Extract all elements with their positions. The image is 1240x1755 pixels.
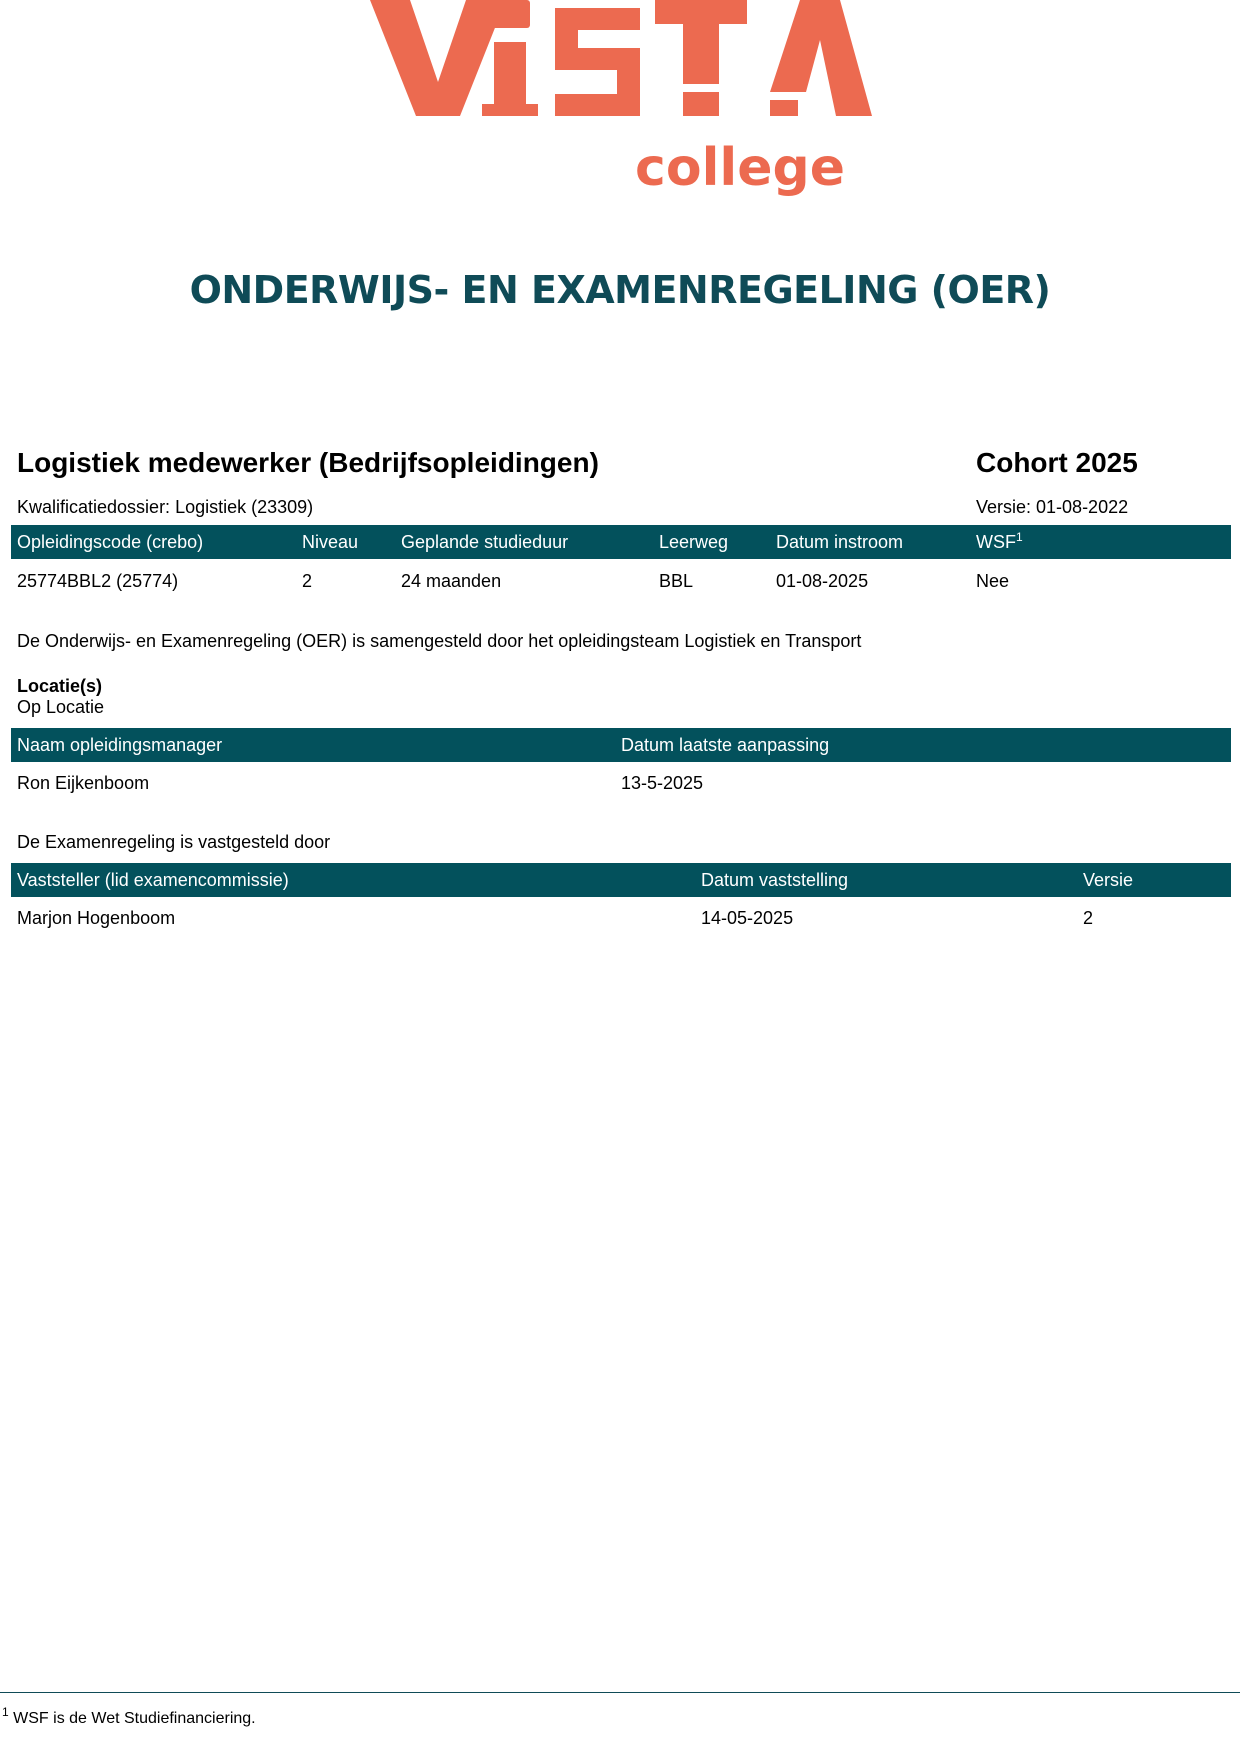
cell-datum-instroom: 01-08-2025	[776, 571, 869, 591]
cell-leerweg: BBL	[659, 571, 694, 591]
footnote-ref: 1	[2, 1705, 9, 1719]
header-niveau: Niveau	[302, 532, 359, 552]
table-row	[11, 571, 1231, 601]
header-leerweg: Leerweg	[659, 532, 729, 552]
document-title: ONDERWIJS- EN EXAMENREGELING (OER)	[189, 268, 1051, 312]
footnote-divider	[0, 1692, 1240, 1693]
cell-laatste-aanpassing: 13-5-2025	[621, 773, 704, 793]
versie-label: Versie: 01-08-2022	[976, 497, 1129, 517]
header-studieduur: Geplande studieduur	[401, 532, 569, 552]
table-row	[11, 908, 1231, 938]
cell-niveau: 2	[302, 571, 313, 591]
header-opleidingscode: Opleidingscode (crebo)	[17, 532, 204, 552]
table3-header	[11, 863, 1231, 897]
vista-college-logo	[0, 0, 1240, 210]
cell-studieduur: 24 maanden	[401, 571, 502, 591]
header-wsf-label: WSF	[976, 532, 1016, 552]
header-datum-instroom: Datum instroom	[776, 532, 904, 552]
locaties-heading: Locatie(s)	[17, 676, 103, 696]
wsf-footnote-ref: 1	[1016, 530, 1023, 544]
cell-vaststeller: Marjon Hogenboom	[17, 908, 176, 928]
locaties-value: Op Locatie	[17, 697, 105, 717]
table1-header	[11, 525, 1231, 559]
vista-logo-graphic	[0, 0, 1240, 210]
header-versie: Versie	[1083, 870, 1134, 890]
table-row	[11, 773, 1231, 803]
cell-datum-vaststelling: 14-05-2025	[701, 908, 794, 928]
header-laatste-aanpassing: Datum laatste aanpassing	[621, 735, 830, 755]
svg-text:college: college	[635, 138, 845, 198]
header-vaststeller: Vaststeller (lid examencommissie)	[17, 870, 289, 890]
kwalificatiedossier: Kwalificatiedossier: Logistiek (23309)	[17, 497, 314, 517]
header-datum-vaststelling: Datum vaststelling	[701, 870, 849, 890]
cell-versie: 2	[1083, 908, 1094, 928]
established-by-text: De Examenregeling is vastgesteld door	[17, 832, 331, 852]
composed-by-text: De Onderwijs- en Examenregeling (OER) is samengesteld door het opleidingsteam Logistiek en Transport	[17, 631, 862, 651]
cell-opleidingsmanager: Ron Eijkenboom	[17, 773, 150, 793]
footnote	[2, 1705, 256, 1728]
cell-wsf: Nee	[976, 571, 1010, 591]
program-title: Logistiek medewerker (Bedrijfsopleidingen)	[17, 447, 599, 478]
cell-opleidingscode: 25774BBL2 (25774)	[17, 571, 179, 591]
table2-header	[11, 728, 1231, 762]
header-wsf	[976, 532, 1023, 553]
footnote-text: WSF is de Wet Studiefinanciering.	[13, 1710, 256, 1727]
cohort-label: Cohort 2025	[976, 447, 1138, 478]
header-opleidingsmanager: Naam opleidingsmanager	[17, 735, 223, 755]
